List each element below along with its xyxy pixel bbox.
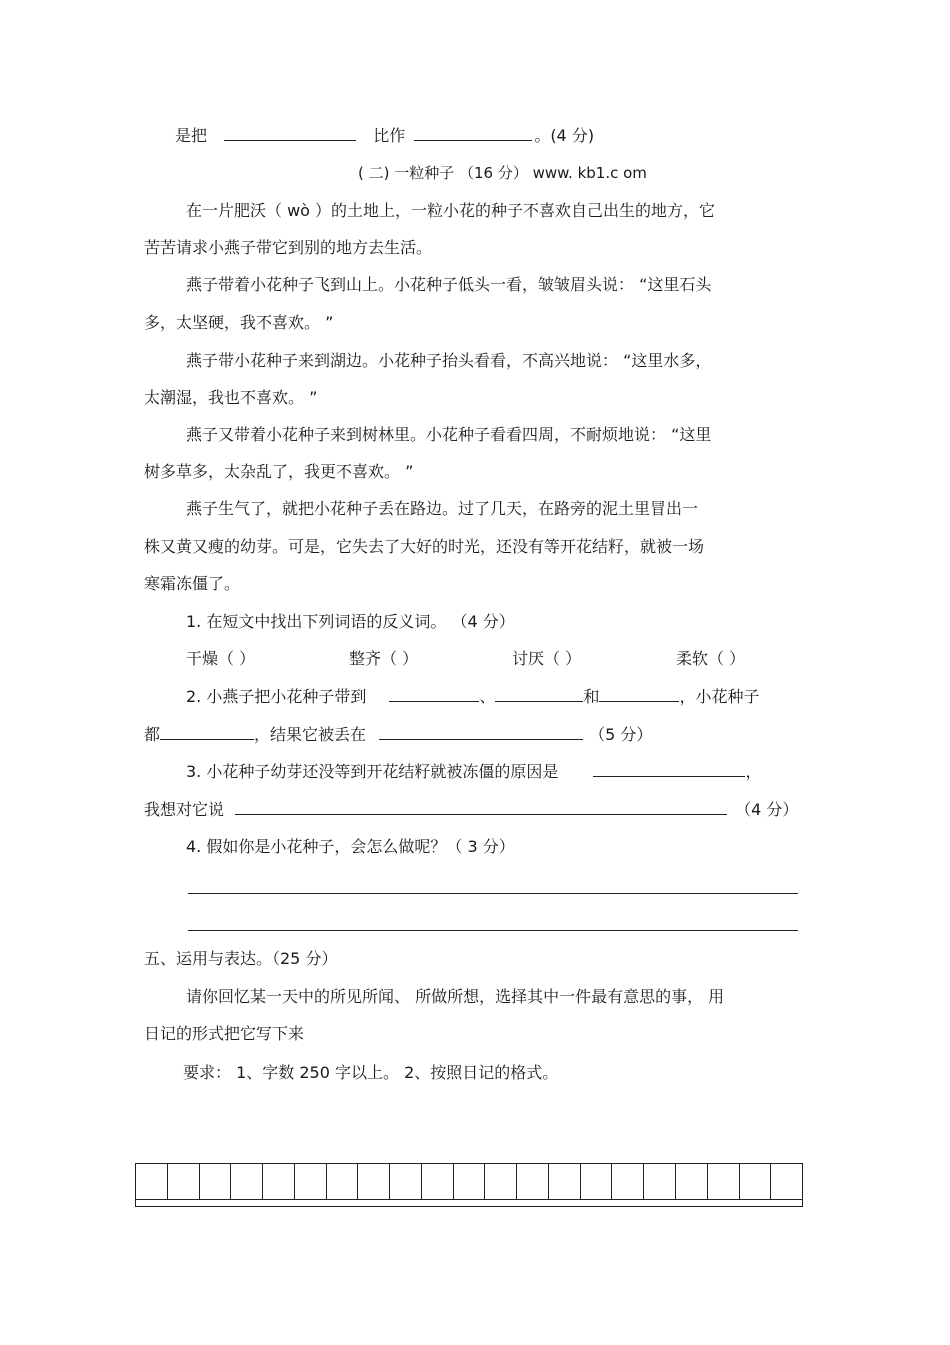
- paragraph-line: 燕子生气了，就把小花种子丢在路边。过了几天，在路旁的泥土里冒出一: [186, 499, 699, 518]
- answer-blank[interactable]: [235, 800, 727, 815]
- answer-blank[interactable]: [389, 687, 479, 702]
- grid-cell[interactable]: [327, 1164, 359, 1199]
- answer-line[interactable]: [188, 930, 798, 931]
- line-metaphor-question: 是把 比作 。(4 分): [175, 126, 595, 145]
- grid-cell[interactable]: [517, 1164, 549, 1199]
- grid-cell[interactable]: [708, 1164, 740, 1199]
- grid-cell[interactable]: [358, 1164, 390, 1199]
- grid-cell[interactable]: [263, 1164, 295, 1199]
- section-5-prompt: 日记的形式把它写下来: [144, 1024, 305, 1043]
- paragraph-line: 苦苦请求小燕子带它到别的地方去生活。: [144, 238, 433, 257]
- antonym-item[interactable]: 干燥（ ）: [186, 649, 256, 668]
- grid-cell[interactable]: [422, 1164, 454, 1199]
- answer-line[interactable]: [188, 893, 798, 894]
- grid-cell[interactable]: [295, 1164, 327, 1199]
- grid-cell[interactable]: [771, 1164, 802, 1199]
- grid-cell[interactable]: [454, 1164, 486, 1199]
- grid-cell[interactable]: [390, 1164, 422, 1199]
- grid-cell[interactable]: [740, 1164, 772, 1199]
- question-2: 2. 小燕子把小花种子带到 、 和 ，小花种子: [186, 687, 760, 706]
- grid-cell[interactable]: [549, 1164, 581, 1199]
- section-5-prompt: 请你回忆某一天中的所见所闻、 所做所想，选择其中一件最有意思的事， 用: [186, 987, 725, 1006]
- paragraph-line: 在一片肥沃（ wò ）的土地上，一粒小花的种子不喜欢自己出生的地方，它: [186, 201, 716, 220]
- paragraph-line: 燕子带小花种子来到湖边。小花种子抬头看看，不高兴地说： “这里水多，: [186, 351, 712, 370]
- section-5-requirements: 要求： 1、字数 250 字以上。 2、按照日记的格式。: [183, 1063, 559, 1082]
- grid-cell[interactable]: [612, 1164, 644, 1199]
- question-2-cont: 都 ，结果它被丢在 （5 分）: [144, 725, 653, 744]
- paragraph-line: 太潮湿，我也不喜欢。 ”: [144, 388, 318, 407]
- paragraph-line: 多，太坚硬，我不喜欢。 ”: [144, 313, 334, 332]
- grid-cell[interactable]: [581, 1164, 613, 1199]
- paragraph-line: 树多草多，太杂乱了，我更不喜欢。 ”: [144, 462, 414, 481]
- answer-blank[interactable]: [593, 762, 745, 777]
- section-5-title: 五、运用与表达。（25 分）: [144, 949, 338, 968]
- writing-grid[interactable]: [135, 1163, 803, 1207]
- section-title: ( 二) 一粒种子 （16 分） www. kb1.c om: [358, 164, 647, 182]
- paragraph-line: 燕子又带着小花种子来到树林里。小花种子看看四周，不耐烦地说： “这里: [186, 425, 712, 444]
- question-3: 3. 小花种子幼芽还没等到开花结籽就被冻僵的原因是 ，: [186, 762, 762, 781]
- grid-cell[interactable]: [676, 1164, 708, 1199]
- question-3-cont: 我想对它说 （4 分）: [144, 800, 799, 819]
- grid-cell[interactable]: [168, 1164, 200, 1199]
- question-1: 1. 在短文中找出下列词语的反义词。 （4 分）: [186, 612, 515, 631]
- paragraph-line: 寒霜冻僵了。: [144, 574, 241, 593]
- paragraph-line: 株又黄又瘦的幼芽。可是，它失去了大好的时光，还没有等开花结籽，就被一场: [144, 537, 705, 556]
- antonym-item[interactable]: 柔软（ ）: [676, 649, 746, 668]
- answer-blank[interactable]: [224, 126, 356, 141]
- question-4: 4. 假如你是小花种子，会怎么做呢？（ 3 分）: [186, 837, 515, 856]
- grid-cell[interactable]: [200, 1164, 232, 1199]
- answer-blank[interactable]: [599, 687, 679, 702]
- paragraph-line: 燕子带着小花种子飞到山上。小花种子低头一看，皱皱眉头说： “这里石头: [186, 275, 712, 294]
- grid-cell[interactable]: [485, 1164, 517, 1199]
- writing-grid-row: [136, 1164, 802, 1200]
- answer-blank[interactable]: [379, 725, 583, 740]
- grid-cell[interactable]: [644, 1164, 676, 1199]
- answer-blank[interactable]: [414, 126, 532, 141]
- answer-blank[interactable]: [495, 687, 583, 702]
- antonym-item[interactable]: 整齐（ ）: [349, 649, 419, 668]
- antonym-item[interactable]: 讨厌（ ）: [512, 649, 582, 668]
- answer-blank[interactable]: [160, 725, 254, 740]
- grid-cell[interactable]: [136, 1164, 168, 1199]
- grid-cell[interactable]: [231, 1164, 263, 1199]
